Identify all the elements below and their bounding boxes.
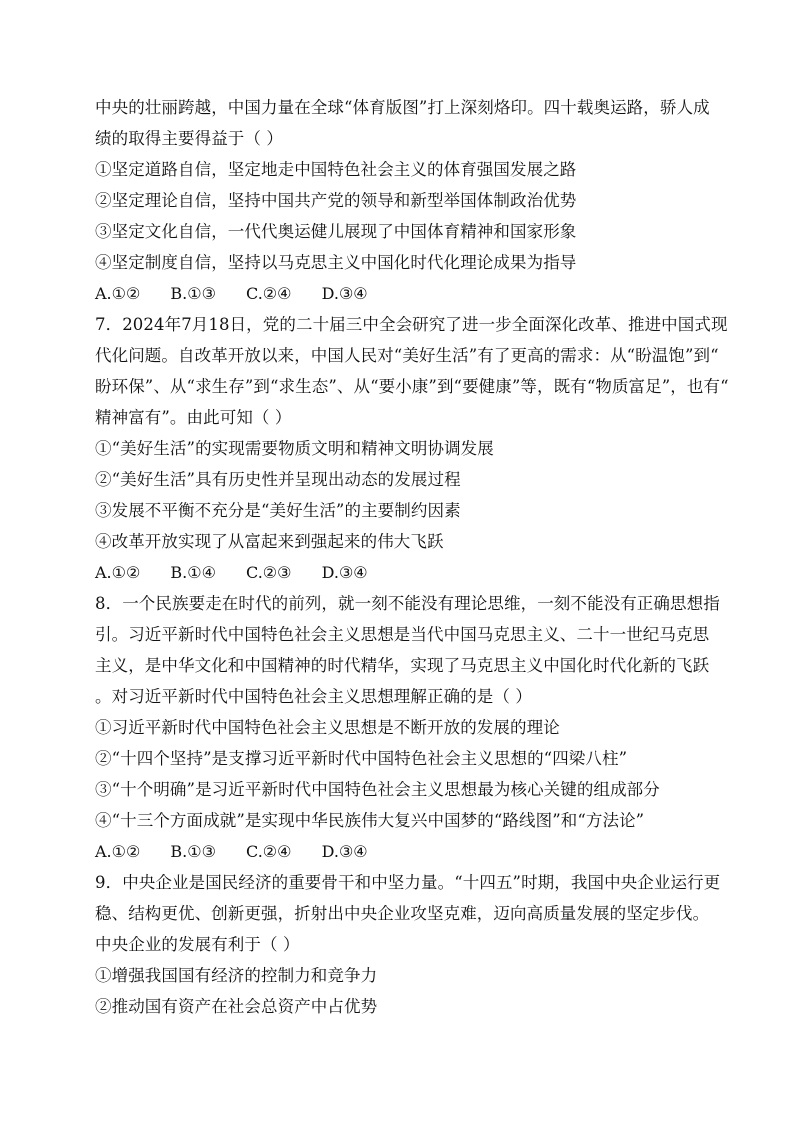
q8-choice-a: A.①② — [95, 842, 141, 861]
q8-option-4: ④“十三个方面成就”是实现中华民族伟大复兴中国梦的“路线图”和“方法论” — [95, 811, 645, 830]
q8-stem-line-2: 引。习近平新时代中国特色社会主义思想是当代中国马克思主义、二十一世纪马克思 — [95, 625, 710, 644]
q9-stem-line-3: 中央企业的发展有利于（ ） — [95, 935, 300, 954]
q9-stem-line-1: 9．中央企业是国民经济的重要骨干和中坚力量。“十四五”时期，我国中央企业运行更 — [95, 873, 721, 892]
q7-choice-c: C.②③ — [246, 563, 292, 582]
q6-stem-line-2: 绩的取得主要得益于（ ） — [95, 129, 283, 148]
q8-choice-c: C.②④ — [246, 842, 292, 861]
q6-stem-line-1: 中央的壮丽跨越，中国力量在全球“体育版图”打上深刻烙印。四十载奥运路，骄人成 — [95, 98, 710, 117]
q7-stem-line-1: 7．2024年7月18日，党的二十届三中全会研究了进一步全面深化改革、推进中国式现 — [95, 315, 728, 334]
q6-choices — [95, 283, 393, 305]
q9-option-2: ②推动国有资产在社会总资产中占优势 — [95, 997, 378, 1016]
q7-stem-line-4: 精神富有”。由此可知（ ） — [95, 408, 292, 427]
q6-option-1: ①坚定道路自信，坚定地走中国特色社会主义的体育强国发展之路 — [95, 160, 577, 179]
q6-choice-b: B.①③ — [170, 284, 216, 303]
q7-option-3: ③发展不平衡不充分是“美好生活”的主要制约因素 — [95, 501, 461, 520]
q6-choice-d: D.③④ — [321, 284, 368, 303]
q7-choice-d: D.③④ — [321, 563, 368, 582]
q7-stem-line-2: 代化问题。自改革开放以来，中国人民对“美好生活”有了更高的需求：从“盼温饱”到“ — [95, 346, 719, 365]
q7-choices — [95, 562, 393, 584]
q8-choice-b: B.①③ — [170, 842, 216, 861]
q8-option-2: ②“十四个坚持”是支撑习近平新时代中国特色社会主义思想的“四梁八柱” — [95, 749, 628, 768]
q7-option-4: ④改革开放实现了从富起来到强起来的伟大飞跃 — [95, 532, 444, 551]
q8-option-3: ③“十个明确”是习近平新时代中国特色社会主义思想最为核心关键的组成部分 — [95, 780, 660, 799]
q7-option-2: ②“美好生活”具有历史性并呈现出动态的发展过程 — [95, 470, 461, 489]
q8-option-1: ①习近平新时代中国特色社会主义思想是不断开放的发展的理论 — [95, 718, 560, 737]
q7-choice-b: B.①④ — [170, 563, 216, 582]
q7-choice-a: A.①② — [95, 563, 141, 582]
q7-stem-line-3: 盼环保”、从“求生存”到“求生态”、从“要小康”到“要健康”等，既有“物质富足”，也有“ — [95, 377, 729, 396]
q8-choices — [95, 841, 393, 863]
q6-choice-c: C.②④ — [246, 284, 292, 303]
q7-option-1: ①“美好生活”的实现需要物质文明和精神文明协调发展 — [95, 439, 494, 458]
q6-option-4: ④坚定制度自信，坚持以马克思主义中国化时代化理论成果为指导 — [95, 253, 577, 272]
q9-stem-line-2: 稳、结构更优、创新更强，折射出中央企业攻坚克难，迈向高质量发展的坚定步伐。 — [95, 904, 710, 923]
q9-option-1: ①增强我国国有经济的控制力和竞争力 — [95, 966, 378, 985]
q6-option-2: ②坚定理论自信，坚持中国共产党的领导和新型举国体制政治优势 — [95, 191, 577, 210]
q8-stem-line-3: 主义，是中华文化和中国精神的时代精华，实现了马克思主义中国化时代化新的飞跃 — [95, 656, 710, 675]
q8-choice-d: D.③④ — [321, 842, 368, 861]
q8-stem-line-1: 8．一个民族要走在时代的前列，就一刻不能没有理论思维，一刻不能没有正确思想指 — [95, 594, 720, 613]
q6-option-3: ③坚定文化自信，一代代奥运健儿展现了中国体育精神和国家形象 — [95, 222, 577, 241]
q8-stem-line-4: 。对习近平新时代中国特色社会主义思想理解正确的是（ ） — [95, 687, 532, 706]
q6-choice-a: A.①② — [95, 284, 141, 303]
